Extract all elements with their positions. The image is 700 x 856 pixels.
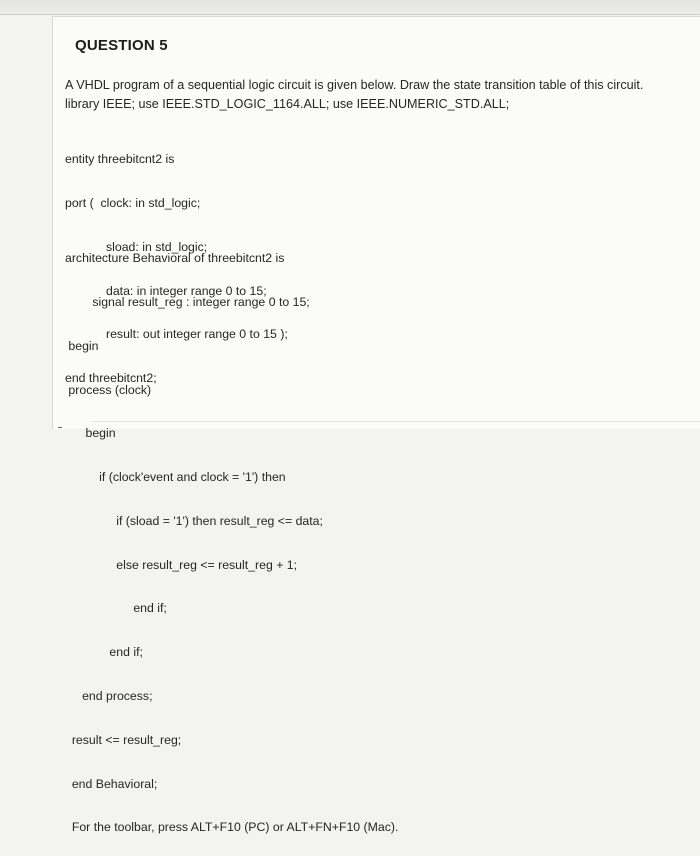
- code-line: architecture Behavioral of threebitcnt2 is: [65, 251, 285, 266]
- code-line: sload: in std_logic;: [65, 239, 208, 254]
- code-line: end Behavioral;: [65, 776, 158, 791]
- code-line: data: in integer range 0 to 15;: [65, 283, 267, 298]
- library-line: library IEEE; use IEEE.STD_LOGIC_1164.ALL; use IEEE.NUMERIC_STD.ALL;: [65, 97, 510, 111]
- window-top-bar: [0, 0, 700, 15]
- toolbar-hint: For the toolbar, press ALT+F10 (PC) or ALT+FN+F10 (Mac).: [65, 820, 399, 835]
- code-line: begin: [65, 426, 116, 441]
- architecture-code-block: [65, 222, 398, 856]
- code-line: end if;: [65, 601, 167, 616]
- code-line: process (clock): [65, 382, 152, 397]
- code-line: port ( clock: in std_logic;: [65, 195, 201, 210]
- code-line: result: out integer range 0 to 15 );: [65, 327, 288, 342]
- code-line: end threebitcnt2;: [65, 371, 157, 386]
- code-line: end process;: [65, 689, 153, 703]
- code-line: if (sload = '1') then result_reg <= data;: [65, 513, 323, 528]
- code-line: else result_reg <= result_reg + 1;: [65, 557, 298, 572]
- code-line: begin: [65, 338, 99, 353]
- question-title: QUESTION 5: [75, 37, 168, 54]
- code-line: end if;: [65, 645, 143, 660]
- code-line: result <= result_reg;: [65, 732, 182, 747]
- code-line: signal result_reg : integer range 0 to 15;: [65, 294, 310, 309]
- code-line: if (clock'event and clock = '1') then: [65, 470, 286, 485]
- question-intro: [65, 76, 643, 114]
- toolbar-icons-partial[interactable]: [58, 421, 78, 428]
- editor-divider: [91, 421, 700, 422]
- question-prompt: A VHDL program of a sequential logic circuit is given below. Draw the state transition table of this circuit.: [65, 78, 644, 92]
- code-line: entity threebitcnt2 is: [65, 152, 175, 167]
- question-card: [52, 16, 700, 835]
